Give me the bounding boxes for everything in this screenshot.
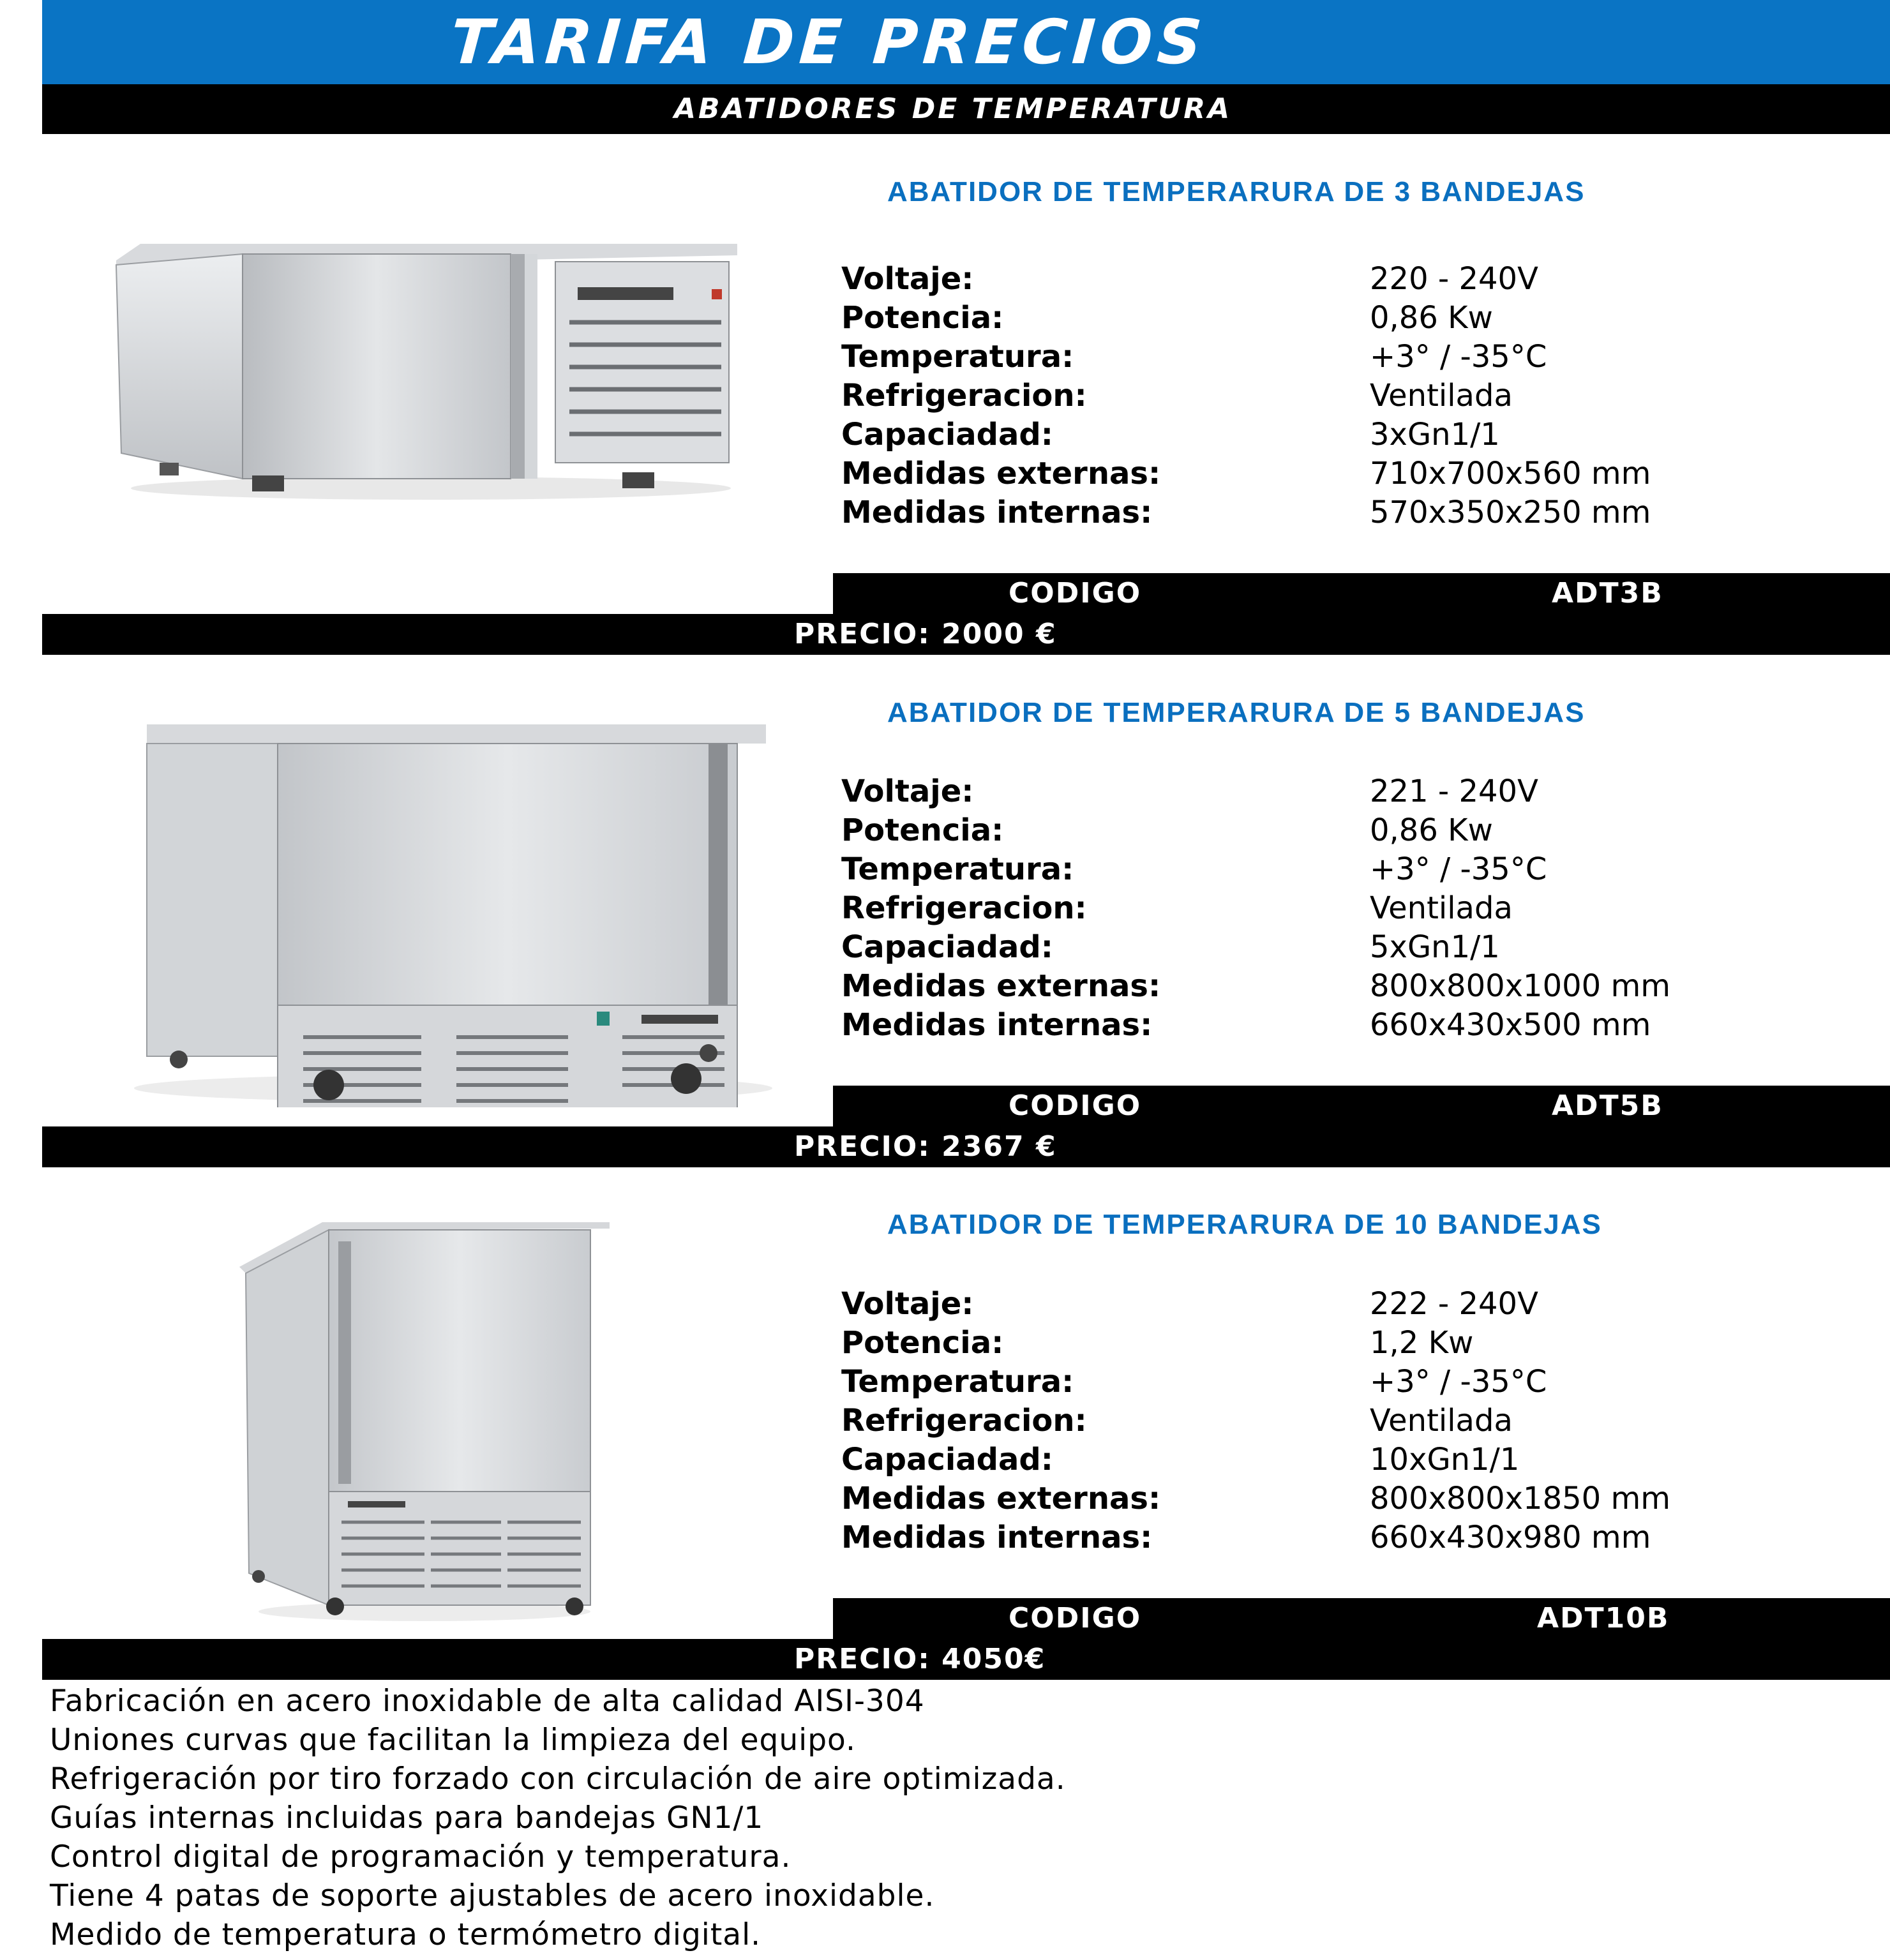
code-label: CODIGO (1009, 1602, 1142, 1635)
spec-value: +3° / -35°C (1370, 851, 1547, 887)
spec-row (841, 260, 1837, 299)
feature-item: Guías internas incluidas para bandejas GN1/1 (50, 1800, 764, 1836)
spec-label: Potencia: (841, 300, 1004, 336)
spec-value: 660x430x500 mm (1370, 1007, 1651, 1043)
spec-value: 660x430x980 mm (1370, 1520, 1651, 1555)
spec-label: Potencia: (841, 1325, 1004, 1361)
product-title: ABATIDOR DE TEMPERARURA DE 3 BANDEJAS (887, 176, 1586, 207)
product-price: PRECIO: 2367 € (794, 1130, 1057, 1163)
spec-label: Refrigeracion: (841, 1403, 1087, 1439)
spec-label: Capaciadad: (841, 417, 1053, 453)
price-bar (42, 1639, 1890, 1680)
product-code: ADT10B (1537, 1602, 1670, 1635)
product-price: PRECIO: 4050€ (794, 1643, 1046, 1675)
spec-value: 221 - 240V (1370, 774, 1538, 809)
spec-value: Ventilada (1370, 890, 1513, 926)
spec-value: 3xGn1/1 (1370, 417, 1500, 453)
feature-item: Medido de temperatura o termómetro digital. (50, 1917, 761, 1952)
spec-label: Medidas internas: (841, 495, 1153, 530)
spec-row (841, 338, 1837, 377)
spec-value: 710x700x560 mm (1370, 456, 1651, 491)
spec-label: Temperatura: (841, 1364, 1074, 1400)
spec-row (841, 493, 1837, 532)
product-image-10-trays (233, 1216, 616, 1624)
spec-row (841, 1518, 1837, 1557)
code-label: CODIGO (1009, 1089, 1142, 1122)
spec-label: Voltaje: (841, 261, 974, 297)
product-image-3-trays (109, 236, 753, 504)
spec-label: Medidas internas: (841, 1520, 1153, 1555)
spec-label: Refrigeracion: (841, 890, 1087, 926)
spec-label: Temperatura: (841, 339, 1074, 375)
price-bar (42, 614, 1890, 655)
spec-row (841, 928, 1837, 967)
spec-row (841, 299, 1837, 338)
feature-item: Uniones curvas que facilitan la limpieza del equipo. (50, 1723, 856, 1758)
spec-row (841, 454, 1837, 493)
spec-label: Medidas externas: (841, 1481, 1161, 1516)
product-title: ABATIDOR DE TEMPERARURA DE 10 BANDEJAS (887, 1209, 1602, 1240)
spec-value: 0,86 Kw (1370, 812, 1493, 848)
product-code: ADT5B (1552, 1089, 1663, 1122)
spec-label: Capaciadad: (841, 1442, 1053, 1477)
spec-value: 800x800x1000 mm (1370, 968, 1670, 1004)
spec-row (841, 1402, 1837, 1440)
spec-row (841, 772, 1837, 811)
spec-label: Medidas externas: (841, 456, 1161, 491)
spec-value: +3° / -35°C (1370, 1364, 1547, 1400)
spec-row (841, 1440, 1837, 1479)
spec-label: Voltaje: (841, 1286, 974, 1322)
spec-row (841, 1285, 1837, 1324)
spec-value: Ventilada (1370, 378, 1513, 414)
price-bar (42, 1126, 1890, 1167)
spec-row (841, 811, 1837, 850)
spec-label: Temperatura: (841, 851, 1074, 887)
feature-item: Control digital de programación y temperatura. (50, 1839, 791, 1874)
features-list (50, 1682, 1837, 1954)
spec-value: 0,86 Kw (1370, 300, 1493, 336)
spec-label: Potencia: (841, 812, 1004, 848)
feature-item: Tiene 4 patas de soporte ajustables de acero inoxidable. (50, 1878, 935, 1913)
page-subtitle: ABATIDORES DE TEMPERATURA (674, 93, 1233, 125)
spec-row (841, 889, 1837, 928)
spec-value: 222 - 240V (1370, 1286, 1538, 1322)
product-title: ABATIDOR DE TEMPERARURA DE 5 BANDEJAS (887, 697, 1586, 728)
spec-row (841, 850, 1837, 889)
spec-row (841, 377, 1837, 415)
spec-label: Capaciadad: (841, 929, 1053, 965)
code-bar (833, 573, 1890, 614)
spec-row (841, 1479, 1837, 1518)
spec-row (841, 1006, 1837, 1045)
spec-value: 10xGn1/1 (1370, 1442, 1520, 1477)
spec-row (841, 415, 1837, 454)
spec-row (841, 1363, 1837, 1402)
product-price: PRECIO: 2000 € (794, 618, 1057, 650)
code-label: CODIGO (1009, 577, 1142, 610)
spec-value: 5xGn1/1 (1370, 929, 1500, 965)
spec-value: 1,2 Kw (1370, 1325, 1474, 1361)
spec-value: 220 - 240V (1370, 261, 1538, 297)
spec-label: Refrigeracion: (841, 378, 1087, 414)
spec-value: Ventilada (1370, 1403, 1513, 1439)
code-bar (833, 1086, 1890, 1126)
feature-item: Fabricación en acero inoxidable de alta calidad AISI-304 (50, 1684, 925, 1719)
title-banner (42, 0, 1890, 84)
product-image-5-trays (121, 718, 785, 1107)
subtitle-banner (42, 84, 1890, 134)
spec-value: +3° / -35°C (1370, 339, 1547, 375)
spec-label: Medidas internas: (841, 1007, 1153, 1043)
feature-item: Refrigeración por tiro forzado con circulación de aire optimizada. (50, 1762, 1066, 1797)
spec-value: 570x350x250 mm (1370, 495, 1651, 530)
spec-row (841, 1324, 1837, 1363)
spec-row (841, 967, 1837, 1006)
spec-value: 800x800x1850 mm (1370, 1481, 1670, 1516)
code-bar (833, 1598, 1890, 1639)
product-code: ADT3B (1552, 577, 1663, 610)
spec-label: Voltaje: (841, 774, 974, 809)
page-title: TARIFA DE PRECIOS (448, 6, 1210, 78)
spec-label: Medidas externas: (841, 968, 1161, 1004)
